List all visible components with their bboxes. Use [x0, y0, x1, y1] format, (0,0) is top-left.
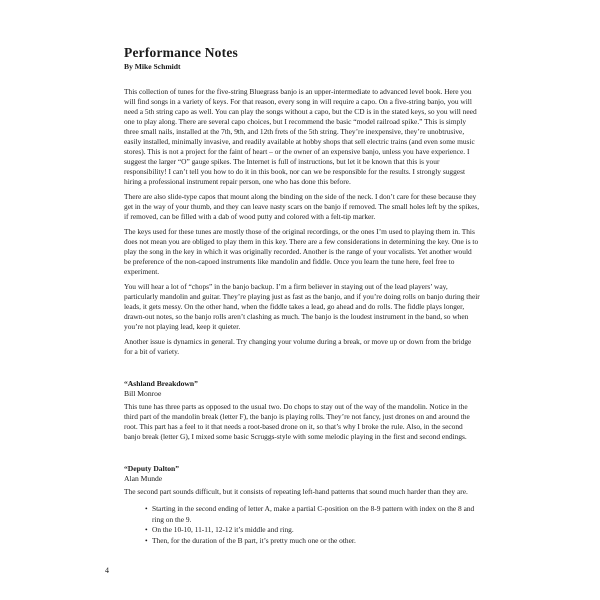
section-ashland-breakdown: [124, 378, 480, 442]
intro-text: [124, 87, 480, 357]
section-heading: “Deputy Dalton”: [124, 464, 180, 473]
section-heading: “Ashland Breakdown”: [124, 379, 198, 388]
intro-paragraph: Another issue is dynamics in general. Try changing your volume during a break, or move up or down from the bridge for a bit of variety.: [124, 337, 472, 356]
bullet-icon: •: [145, 525, 148, 534]
page-title: Performance Notes: [124, 45, 238, 60]
intro-paragraph: You will hear a lot of “chops” in the banjo backup. I’m a firm believer in staying out of the lead players’ way, particularly mandolin and guitar. They’re playing just as fast as the banjo, and if you’re doing rolls on banjo during their leads, it gets messy. On the other hand, when the fiddle takes a lead, go ahead and do rolls. The fiddle plays longer, drawn-out notes, so the banjo rolls aren’t clashing as much. The banjo is the loudest instrument in the band, so when you’re not playing lead, keep it quieter.: [124, 282, 480, 331]
section-author: Bill Monroe: [124, 389, 162, 398]
intro-paragraph: This collection of tunes for the five-string Bluegrass banjo is an upper-intermediate to advanced level book. Here you will find songs in a variety of keys. For that reason, every song in will require a capo. On a five-string banjo, you will need a 5th string capo as well. You can play the songs without a capo, but the CD is in the stated keys, so you will need one to play along. There are several capo choices, but I recommend the basic “model railroad spike.” This is simply three small nails, installed at the 7th, 9th, and 12th frets of the 5th string. They’re inexpensive, they’re unobtrusive, easily installed, minimally invasive, and readily available at hobby shops that sell electric trains (and even some music stores). This is not a project for the faint of heart – or the owner of an expensive banjo, unless you have experience. I suggest the larger “O” gauge spikes. The Internet is full of instructions, but let it be known that this is your responsibility! I can’t tell you how to do it in this book, nor can we be responsible for the results. I strongly suggest hiring a professional instrument repair person, one who has done this before.: [124, 87, 477, 186]
section-author: Alan Munde: [124, 474, 163, 483]
bullet-icon: •: [145, 504, 148, 513]
intro-paragraph: The keys used for these tunes are mostly those of the original recordings, or the ones I’m used to playing them in. This does not mean you are obliged to play them in this key. There are a few considerations in determining the key. One is to play the song in the key in which it was originally recorded. Another is the range of your vocalists. Yet another would be preference of the non-capoed instruments like mandolin and fiddle. Once you learn the tune here, feel free to experiment.: [124, 227, 479, 276]
list-item: [145, 504, 480, 525]
bullet-text: Then, for the duration of the B part, it’s pretty much one or the other.: [152, 535, 356, 545]
bullet-text: On the 10-10, 11-11, 12-12 it’s middle and ring.: [152, 525, 294, 534]
document-page: [124, 45, 480, 546]
page-number: 4: [105, 566, 109, 575]
section-deputy-dalton: [124, 463, 480, 546]
intro-paragraph: There are also slide-type capos that mount along the binding on the side of the neck. I don’t care for these because they get in the way of your thumb, and they can leave nasty scars on the banjo if removed. The small holes left by the spikes, if removed, can be filled with a dab of wood putty and colored with a felt-tip marker.: [124, 192, 480, 221]
section-paragraph: The second part sounds difficult, but it consists of repeating left-hand patterns that sound much harder than they are.: [124, 487, 468, 496]
list-item: [145, 536, 480, 547]
byline: By Mike Schmidt: [124, 62, 181, 71]
bullet-text: Starting in the second ending of letter A, make a partial C-position on the 8-9 pattern with index on the 8 and ring on the 9.: [152, 504, 475, 524]
section-paragraph: This tune has three parts as opposed to the usual two. Do chops to stay out of the way of the mandolin. Notice in the third part of the mandolin break (letter F), the banjo is playing rolls. They’re not fancy, just drones on and around the root. This part has a feel to it that needs a root-based drone on it, so that’s why I broke the rule. Also, in the second banjo break (letter G), I mixed some basic Scruggs-style with some melodic playing in the first and second endings.: [124, 402, 470, 441]
list-item: [145, 525, 480, 536]
bullet-icon: •: [145, 535, 148, 545]
bullet-list: [145, 504, 480, 546]
